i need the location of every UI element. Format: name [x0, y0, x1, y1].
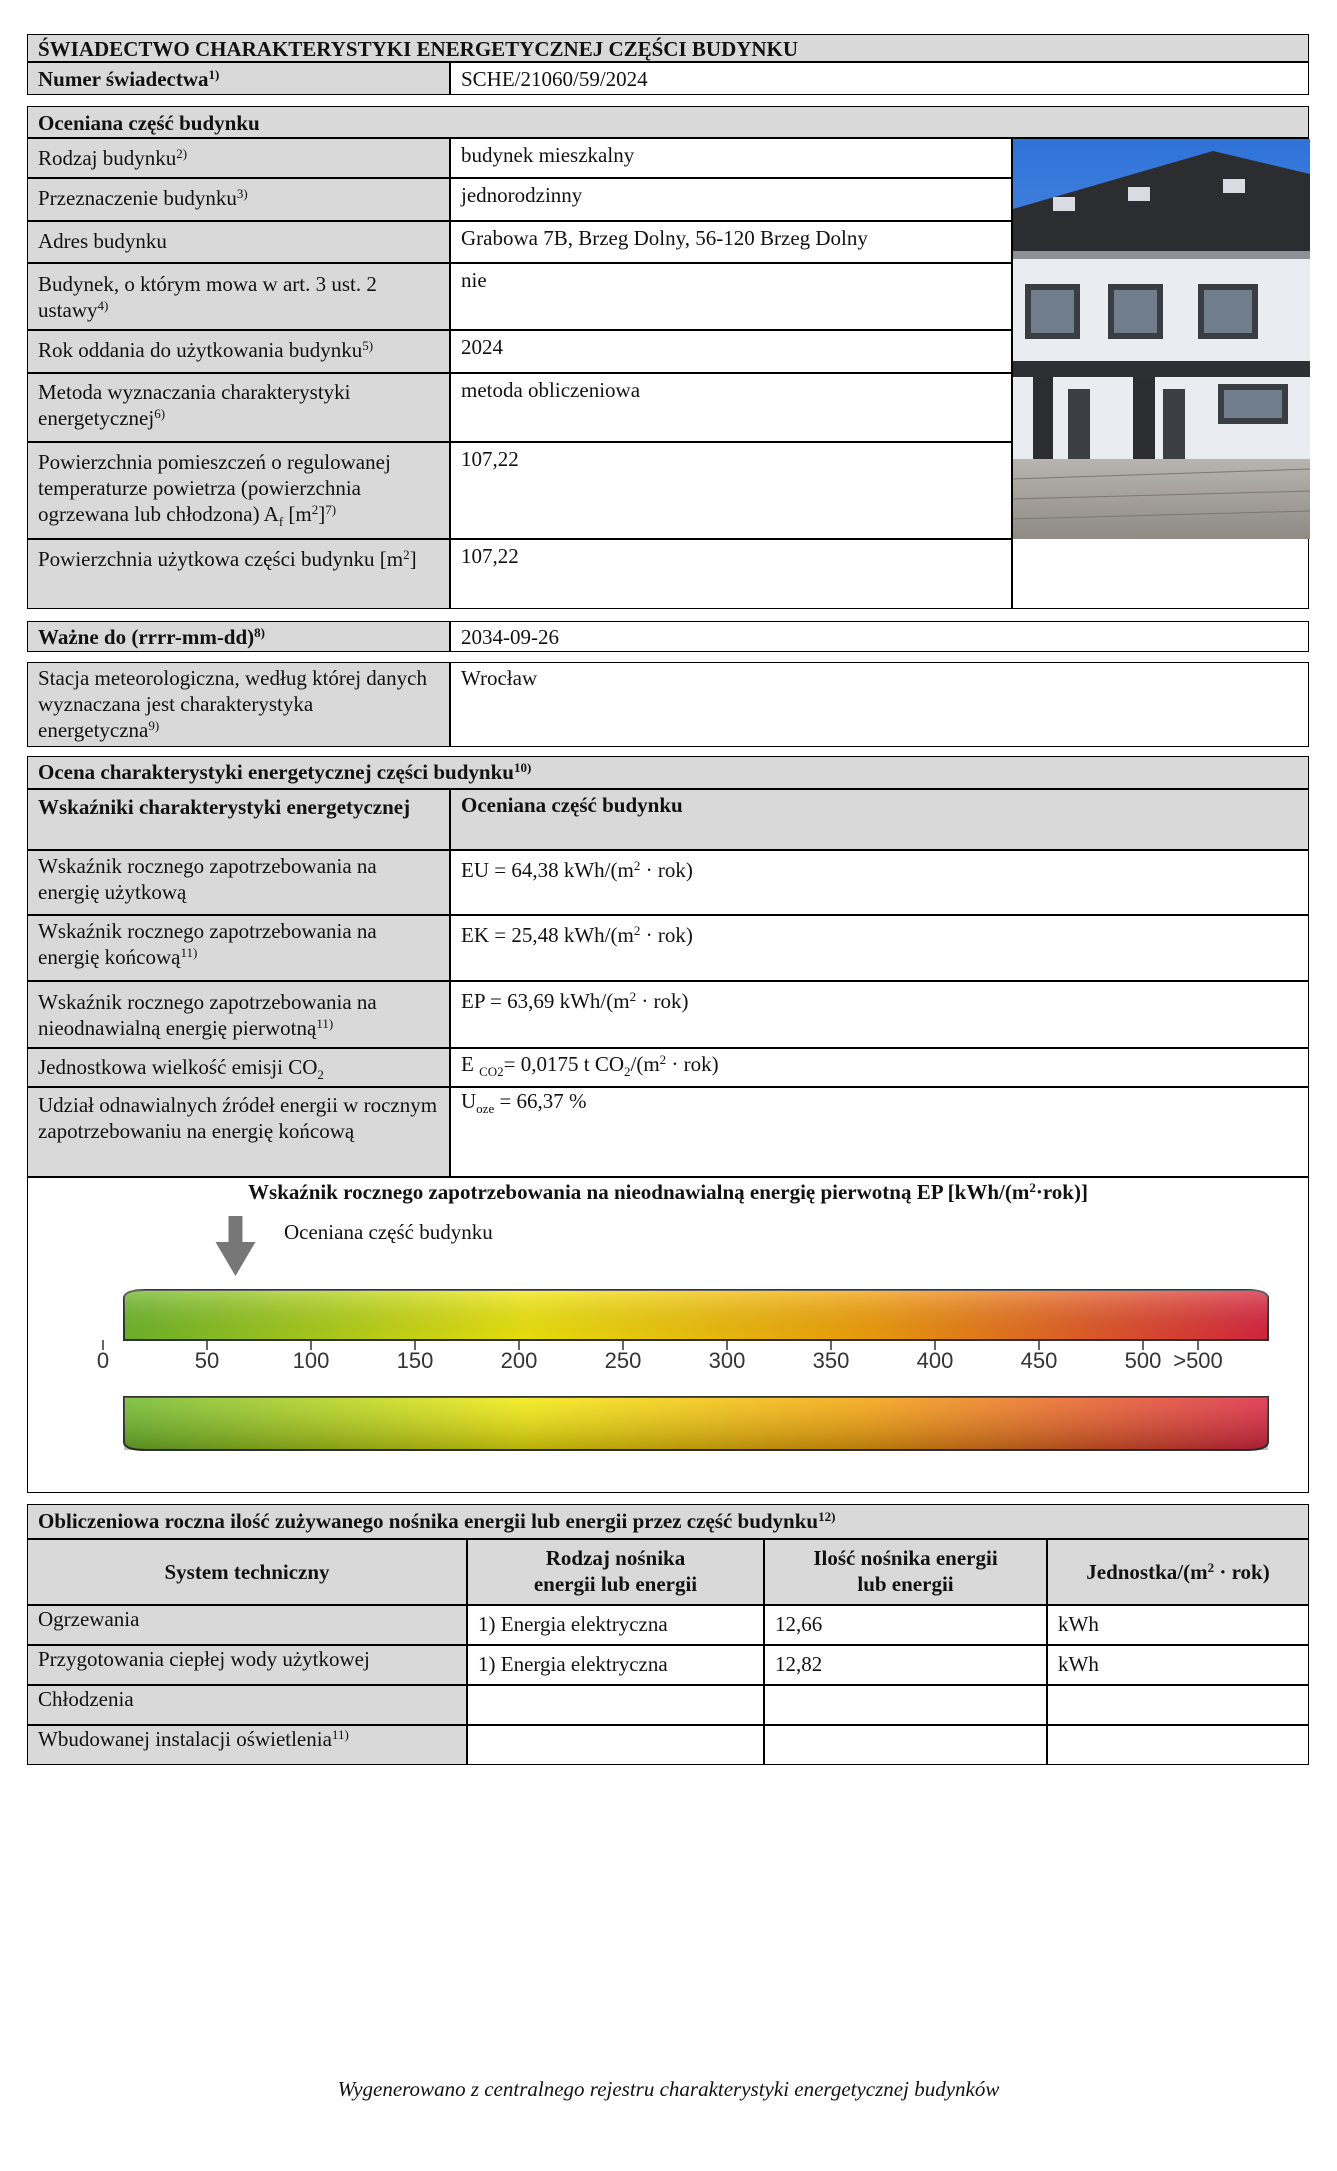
scale-tick-label: 300	[708, 1348, 746, 1373]
subscript: CO2	[479, 1064, 504, 1079]
assessment-title	[27, 756, 1309, 789]
ep-scale-title-text: Wskaźnik rocznego zapotrzebowania na nieodnawialną energię pierwotną EP [kWh/(m	[248, 1180, 1030, 1204]
ep-value	[450, 981, 1309, 1048]
table-row-unit	[1047, 1685, 1309, 1725]
footnote-ref: 11)	[180, 945, 198, 960]
table-row-amount	[764, 1605, 1047, 1645]
oze-value	[450, 1087, 1309, 1177]
carrier-text: 1) Energia elektryczna	[478, 1652, 668, 1676]
table-row-carrier	[467, 1605, 764, 1645]
building-photo-frame	[1012, 138, 1309, 609]
footnote-ref: 9)	[148, 718, 160, 733]
subscript: 2	[624, 1064, 631, 1079]
table-row-carrier	[467, 1685, 764, 1725]
building-value-year	[450, 330, 1012, 373]
validity-value-text: 2034-09-26	[461, 625, 559, 649]
value-text: nie	[461, 268, 487, 292]
eu-value-unit: · rok)	[640, 858, 693, 882]
building-label-article	[27, 263, 450, 330]
system-text: Chłodzenia	[38, 1687, 134, 1711]
carrier-text: 1) Energia elektryczna	[478, 1612, 668, 1636]
certificate-number-label	[27, 62, 450, 95]
ep-label	[27, 981, 450, 1048]
value-text: Grabowa 7B, Brzeg Dolny, 56-120 Brzeg Dolny	[461, 226, 868, 250]
building-value-purpose	[450, 178, 1012, 221]
assessed-part-header-text: Oceniana część budynku	[461, 793, 683, 817]
ek-value-unit: · rok)	[640, 923, 693, 947]
table-row-system	[27, 1685, 467, 1725]
footnote-ref: 5)	[362, 338, 374, 353]
building-label-purpose	[27, 178, 450, 221]
value-text: 107,22	[461, 447, 519, 471]
building-photo	[1013, 139, 1310, 539]
table-row-unit	[1047, 1605, 1309, 1645]
scale-tick-label: 100	[292, 1348, 330, 1373]
co2-value-symbol: E	[461, 1052, 474, 1076]
unit-text: kWh	[1058, 1612, 1099, 1636]
table-row-system	[27, 1645, 467, 1685]
ep-value-unit: · rok)	[636, 989, 689, 1013]
certificate-number-value	[450, 62, 1309, 95]
header-carrier	[467, 1539, 764, 1605]
value-text: metoda obliczeniowa	[461, 378, 641, 402]
footnote-ref: 2)	[176, 146, 188, 161]
footnote-ref: 6)	[154, 406, 166, 421]
ep-value-text: EP = 63,69 kWh/(m	[461, 989, 630, 1013]
system-text: Przygotowania ciepłej wody użytkowej	[38, 1647, 370, 1671]
building-label-year	[27, 330, 450, 373]
label-text: Budynek, o którym mowa w art. 3 ust. 2 ustawy	[38, 272, 377, 322]
footnote-ref: 7)	[325, 502, 337, 517]
unit-text: ]	[318, 502, 326, 526]
label-text: Rok oddania do użytkowania budynku	[38, 338, 363, 362]
indicators-header	[27, 789, 450, 850]
header-system	[27, 1539, 467, 1605]
subscript: oze	[476, 1101, 495, 1116]
building-label-address	[27, 221, 450, 263]
co2-value-unit: /(m	[630, 1052, 660, 1076]
table-row-amount	[764, 1685, 1047, 1725]
ek-label-text: Wskaźnik rocznego zapotrzebowania na energię końcową	[38, 919, 377, 969]
label-text: Metoda wyznaczania charakterystyki energetycznej	[38, 380, 351, 430]
scale-tick-label: >500	[1173, 1348, 1223, 1373]
footer-text: Wygenerowano z centralnego rejestru charakterystyki energetycznej budynków	[337, 2077, 1000, 2101]
scale-tick-label: 350	[812, 1348, 850, 1373]
eu-value	[450, 850, 1309, 915]
footnote-ref: 1)	[208, 67, 220, 82]
scale-bar-bottom-shade	[124, 1397, 1268, 1450]
scale-tick-label: 500	[1124, 1348, 1162, 1373]
scale-tick-label: 250	[604, 1348, 642, 1373]
header-system-text: System techniczny	[164, 1560, 330, 1584]
certificate-number-value-text: SCHE/21060/59/2024	[461, 67, 648, 91]
building-value-method	[450, 373, 1012, 442]
header-unit-end: · rok)	[1214, 1560, 1270, 1584]
scale-tick-label: 150	[396, 1348, 434, 1373]
superscript: 2	[311, 502, 319, 517]
system-text: Ogrzewania	[38, 1607, 140, 1631]
superscript: 2	[403, 547, 410, 562]
energy-title-text: Obliczeniowa roczna ilość zużywanego nośnika energii lub energii przez część budynku	[38, 1509, 819, 1533]
building-value-type	[450, 138, 1012, 178]
label-text: Przeznaczenie budynku	[38, 186, 237, 210]
superscript: 2	[633, 923, 641, 938]
validity-label-text: Ważne do (rrrr-mm-dd)	[38, 625, 255, 649]
building-label-method	[27, 373, 450, 442]
ep-scale-section	[27, 1177, 1309, 1493]
footnote-ref: 12)	[818, 1509, 836, 1524]
footnote-ref: 4)	[97, 298, 109, 313]
value-text: budynek mieszkalny	[461, 143, 635, 167]
validity-value	[450, 621, 1309, 652]
co2-label	[27, 1048, 450, 1087]
table-row-system	[27, 1725, 467, 1765]
station-value-text: Wrocław	[461, 666, 538, 690]
footnote-ref: 11)	[331, 1727, 349, 1742]
certificate-number-label-text: Numer świadectwa	[38, 67, 209, 91]
oze-label	[27, 1087, 450, 1177]
scale-tick-label: 50	[194, 1348, 220, 1373]
co2-value-unit-end: · rok)	[666, 1052, 719, 1076]
footer	[0, 2077, 1337, 2102]
header-unit-text: Jednostka/(m	[1086, 1560, 1208, 1584]
certificate-title	[27, 34, 1309, 62]
scale-tick-label: 0	[96, 1348, 110, 1373]
building-value-address	[450, 221, 1012, 263]
unit-text: ]	[409, 547, 417, 571]
footnote-ref: 10)	[513, 760, 532, 775]
amount-text: 12,82	[775, 1652, 823, 1676]
superscript: 2	[1029, 1180, 1036, 1195]
system-text: Wbudowanej instalacji oświetlenia	[38, 1727, 332, 1751]
header-amount	[764, 1539, 1047, 1605]
footnote-ref: 8)	[254, 625, 266, 640]
table-row-unit	[1047, 1725, 1309, 1765]
co2-value-text: = 0,0175 t CO	[503, 1052, 624, 1076]
marker-label-text: Oceniana część budynku	[284, 1220, 493, 1244]
co2-label-text: Jednostkowa wielkość emisji CO	[38, 1055, 318, 1079]
unit-text: [m	[283, 502, 312, 526]
scale-tick-label: 200	[500, 1348, 538, 1373]
ek-label	[27, 915, 450, 981]
building-value-article	[450, 263, 1012, 330]
value-text: jednorodzinny	[461, 183, 583, 207]
table-row-system	[27, 1605, 467, 1645]
header-carrier-line2: energii lub energii	[533, 1572, 698, 1596]
ep-scale-title-end: ·rok)]	[1035, 1180, 1088, 1204]
scale-tick-label: 450	[1020, 1348, 1058, 1373]
energy-title	[27, 1504, 1309, 1539]
building-section-title-text: Oceniana część budynku	[38, 111, 260, 135]
label-text: Powierzchnia pomieszczeń o regulowanej temperaturze powietrza (powierzchnia ogrzewana lub chłodzona) A	[38, 450, 391, 526]
building-section-title	[27, 106, 1309, 138]
unit-text: kWh	[1058, 1652, 1099, 1676]
oze-value-text: = 66,37 %	[494, 1089, 587, 1113]
station-value	[450, 662, 1309, 747]
label-text: Adres budynku	[38, 229, 167, 253]
ep-label-text: Wskaźnik rocznego zapotrzebowania na nieodnawialną energię pierwotną	[38, 990, 377, 1040]
footnote-ref: 11)	[316, 1016, 334, 1031]
indicators-header-text: Wskaźniki charakterystyki energetycznej	[38, 795, 411, 819]
subscript: f	[278, 514, 284, 529]
building-label-heated-area	[27, 442, 450, 539]
scale-bar-top-shade	[124, 1290, 1268, 1340]
building-value-heated-area	[450, 442, 1012, 539]
ek-value	[450, 915, 1309, 981]
building-label-type	[27, 138, 450, 178]
header-amount-line1: Ilość nośnika energii	[813, 1546, 998, 1570]
table-row-unit	[1047, 1645, 1309, 1685]
value-text: 2024	[461, 335, 503, 359]
building-label-usable-area	[27, 539, 450, 609]
assessed-part-header	[450, 789, 1309, 850]
label-text: Powierzchnia użytkowa części budynku [m	[38, 547, 404, 571]
value-text: 107,22	[461, 544, 519, 568]
eu-label	[27, 850, 450, 915]
oze-value-symbol: U	[461, 1089, 477, 1113]
station-label	[27, 662, 450, 747]
table-row-amount	[764, 1725, 1047, 1765]
table-row-carrier	[467, 1645, 764, 1685]
amount-text: 12,66	[775, 1612, 823, 1636]
table-row-amount	[764, 1645, 1047, 1685]
station-label-text: Stacja meteorologiczna, według której danych wyznaczana jest charakterystyka energetyczna	[38, 666, 427, 742]
table-row-carrier	[467, 1725, 764, 1765]
eu-value-text: EU = 64,38 kWh/(m	[461, 858, 634, 882]
footnote-ref: 3)	[236, 186, 248, 201]
superscript: 2	[629, 989, 637, 1004]
header-amount-line2: lub energii	[857, 1572, 954, 1596]
oze-label-text: Udział odnawialnych źródeł energii w rocznym zapotrzebowaniu na energię końcową	[38, 1093, 438, 1143]
scale-tick-label: 400	[916, 1348, 954, 1373]
header-carrier-line1: Rodzaj nośnika	[545, 1546, 686, 1570]
superscript: 2	[1207, 1560, 1215, 1575]
ep-scale-graphic	[28, 1178, 1308, 1492]
superscript: 2	[633, 858, 641, 873]
certificate-title-text: ŚWIADECTWO CHARAKTERYSTYKI ENERGETYCZNEJ CZĘŚCI BUDYNKU	[38, 37, 799, 61]
eu-label-text: Wskaźnik rocznego zapotrzebowania na energię użytkową	[38, 854, 377, 904]
subscript: 2	[317, 1067, 324, 1082]
ep-marker-arrow-icon	[215, 1216, 255, 1276]
ek-value-text: EK = 25,48 kWh/(m	[461, 923, 634, 947]
validity-label	[27, 621, 450, 652]
building-value-usable-area	[450, 539, 1012, 609]
co2-value	[450, 1048, 1309, 1087]
superscript: 2	[659, 1052, 667, 1067]
header-unit	[1047, 1539, 1309, 1605]
assessment-title-text: Ocena charakterystyki energetycznej części budynku	[38, 760, 514, 784]
label-text: Rodzaj budynku	[38, 146, 177, 170]
